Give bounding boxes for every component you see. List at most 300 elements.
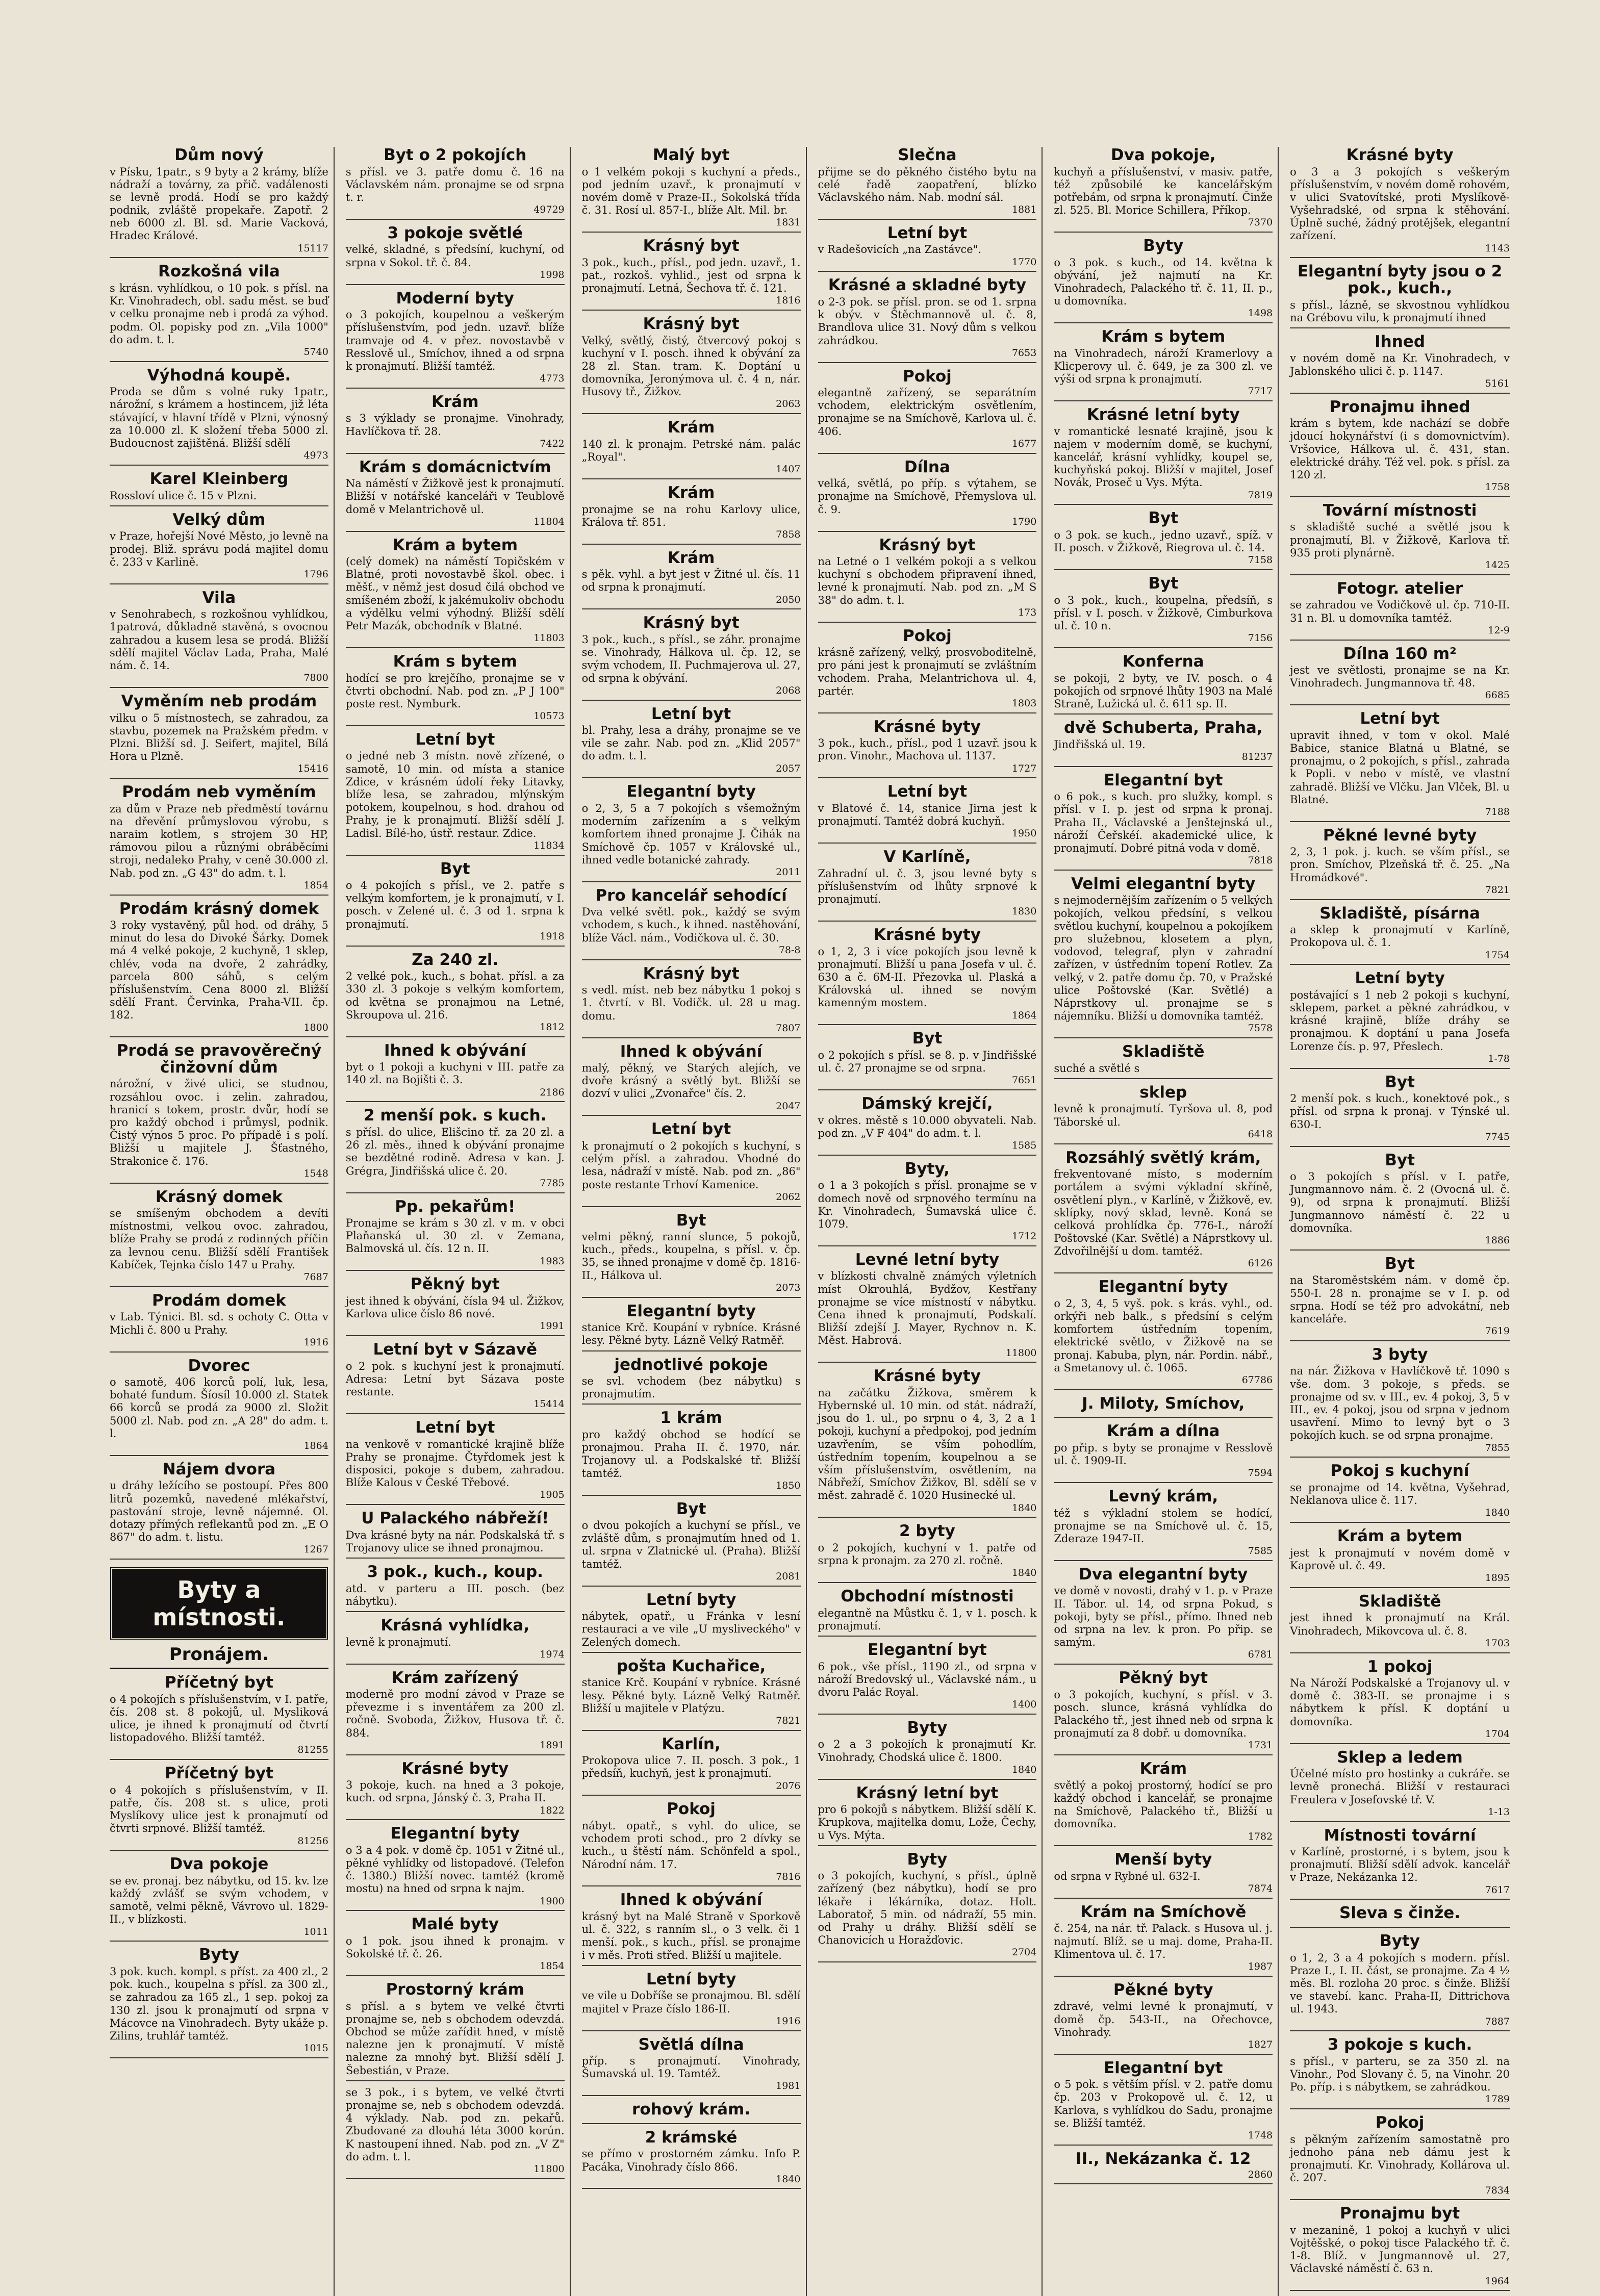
ad-code: 11800 bbox=[1005, 1347, 1037, 1359]
ad-text: od srpna v Rybné ul. 632-I. 7874 bbox=[1054, 1870, 1273, 1895]
ad-text: na Letné o 1 velkém pokoji a s velkou kuchyní s obchodem připravení ihned, levné k pronajmutí. Nab. pod zn. „M S 38" do adm. t. l. 173 bbox=[818, 555, 1037, 618]
ad-text: se smíšeným obchodem a devíti místnostmi, velkou ovoc. zahradou, blíže Prahy se prodá z rodinných příčin za levnou cenu. Bližší sdělí František Kabíček, Tejnka číslo 147 u Prahy. 7687 bbox=[110, 1207, 328, 1283]
ad-title: 3 pokoje s kuch. bbox=[1327, 2035, 1472, 2054]
ad-text: na Vinohradech, nároží Kramerlovy a Klicperovy ul. č. 649, je za 300 zl. ve výši od srpna k pronajmutí. 7717 bbox=[1054, 347, 1273, 397]
ad-title: Prodám domek bbox=[151, 1291, 286, 1310]
ad-text: o 6 pok., s kuch. pro služky, kompl. s přísl. v I. p. jest od srpna k pronaj. Praha II., Václavské a Jenštejnská ul., nároží Čeřskéí. akademické ulice, k pronajmutí. Dobré pitná voda v domě. 7818 bbox=[1054, 790, 1273, 866]
ad-text: krám s bytem, kde nachází se dobře jdoucí hokynářství (i s domovnictvím). Vršovice, Hálkova ul. č. 431, stan. elektrické dráhy. Též vel. pok. s přísl. za 120 zl. 1758 bbox=[1290, 417, 1510, 493]
classified-ad bbox=[582, 615, 801, 700]
ad-title: Příčetný byt bbox=[164, 1764, 273, 1783]
ad-title: Konferna bbox=[1122, 652, 1204, 671]
ad-title: Krásné byty bbox=[873, 1367, 981, 1386]
ad-text: o 1 velkém pokoji s kuchyní a předs., pod jedním uzavř., k pronajmutí v novém domě v Praze-II., Sokolská třída č. 31. Rosí ul. 857-I., blíže Alt. Mil. br. 1831 bbox=[581, 165, 801, 228]
ad-title: Pronajmu byt bbox=[1339, 2204, 1460, 2223]
ad-code: 173 bbox=[1018, 606, 1037, 618]
ad-code: 7619 bbox=[1485, 1325, 1510, 1337]
ad-text: s přísl., lázně, se skvostnou vyhlídkou na Grébovu vilu, k pronajmutí ihned bbox=[1290, 298, 1510, 324]
ad-code: 7887 bbox=[1485, 2016, 1510, 2027]
classified-ad bbox=[110, 471, 328, 506]
classified-ad bbox=[1290, 710, 1510, 822]
ad-title: Menší byty bbox=[1114, 1850, 1212, 1869]
ad-title: Fotogr. atelier bbox=[1336, 579, 1463, 598]
classified-ad bbox=[110, 784, 328, 895]
ad-code: 1748 bbox=[1248, 2130, 1273, 2141]
ad-title: Rozkošná vila bbox=[158, 262, 280, 281]
ad-code: 2063 bbox=[776, 398, 801, 410]
ad-text: nárožní, v živé ulici, se studnou, rozsáhlou ovoc. i zelin. zahradou, hranicí s tokem, prostr. dvůr, hodí se pro každý obchod i průmysl, podnik. Čistý výnos 5 proc. Po případě i s polí. Bližší u majitele J. Šťastného, Strakonice č. 176. 1548 bbox=[110, 1078, 328, 1179]
ad-title: Letní byt bbox=[887, 782, 968, 801]
ad-title: Pokoj bbox=[1375, 2113, 1425, 2132]
ad-title: Dílna 160 m² bbox=[1343, 644, 1457, 663]
ad-text: se pronajme od 14. května, Vyšehrad, Neklanova ulice č. 117. 1840 bbox=[1290, 1481, 1510, 1519]
ad-text: o 4 pokojích s příslušenstvím, v I. patře, čís. 208 st. 8 pokojů, ul. Mysliková ulice, je ihned k pronajmutí od čtvrtí listopadového. Bližší tamtéž. 81255 bbox=[110, 1693, 328, 1756]
ad-code: 1267 bbox=[303, 1544, 328, 1555]
classified-ad bbox=[818, 927, 1037, 1025]
classified-ad bbox=[582, 1043, 801, 1116]
ad-title: Pokoj bbox=[903, 367, 952, 386]
ad-title: sklep bbox=[1139, 1083, 1187, 1102]
ad-title: Krám bbox=[667, 483, 715, 502]
ad-code: 7821 bbox=[776, 1715, 801, 1726]
classified-ad bbox=[1290, 1528, 1510, 1588]
ad-code: 11803 bbox=[534, 632, 565, 644]
classified-ad bbox=[346, 394, 565, 454]
ad-code: 1886 bbox=[1485, 1235, 1510, 1246]
ad-text: o 3 pok. s kuch., od 14. května k obývání, jež najmutí na Kr. Vinohradech, Palackého tř. č. 11, II. p., u domovníka. 1498 bbox=[1054, 256, 1273, 319]
classified-ad bbox=[818, 849, 1037, 922]
ad-code: 5740 bbox=[303, 346, 328, 358]
ad-text: Pronajme se krám s 30 zl. v m. v obci Plaňanská ul. 30 zl. v Zemana, Balmovská ul. čís. 12 n. II. 1983 bbox=[345, 1217, 565, 1267]
ad-text: světlý a pokoj prostorný, hodící se pro každý obchod i kancelář, se pronajme na Smíchově, Palackého tř., Bližší u domovníka. 1782 bbox=[1054, 1779, 1273, 1842]
ad-text: velká, světlá, po příp. s výtahem, se pronajme na Smíchově, Přemyslova ul. č. 9. 1790 bbox=[818, 477, 1037, 527]
ad-text: 3 pok. kuch. kompl. s příst. za 400 zl., 2 pok. kuch., koupelna s přísl. za 300 zl., se zahradou za 165 zl., 1 sep. pokoj za 130 zl. jsou k pronajmutí od srpna v Mácovce na Vinohradech. Byty ukáže p. Zilins, truhlář tamtéž. 1015 bbox=[110, 1965, 328, 2054]
ad-title: Letní byt bbox=[887, 223, 968, 242]
ad-code: 7745 bbox=[1485, 1131, 1510, 1142]
ad-code: 1011 bbox=[303, 1926, 328, 1937]
ad-title: 3 byty bbox=[1372, 1345, 1428, 1364]
ad-title: Byty, bbox=[904, 1159, 950, 1178]
ad-text: s 3 výklady se pronajme. Vinohrady, Havlíčkova tř. 28. 7422 bbox=[345, 412, 565, 449]
classified-ad bbox=[582, 887, 801, 960]
ad-title: Krásné byty bbox=[873, 717, 981, 736]
ad-title: Vyměním neb prodám bbox=[121, 692, 317, 710]
classified-ad bbox=[1290, 147, 1510, 258]
ad-text: o jedné neb 3 místn. nově zřízené, o samotě, 10 min. od místa a stanice Zdice, v krásném údolí řeky Litavky, blíže lesa, se zahradou, mlýnským potokem, koupelnou, s hod. drahou od Prahy, je k pronajmutí. Bližší sdělí J. Ladisl. Bílé-ho, ústř. restaur. Zdice. 11834 bbox=[345, 750, 565, 851]
ad-text: o 3 a 3 pokojích s veškerým příslušenstvím, v novém domě rohovém, v ulici Svatovítské, proti Myslíkově-Vyšehradské, od srpna k stěhování. Úplně suché, žádný protějšek, elegantní zařízení. 1143 bbox=[1290, 165, 1510, 254]
ad-title: Dílna bbox=[904, 457, 950, 476]
classified-ad bbox=[346, 861, 565, 947]
classified-ad bbox=[1054, 147, 1273, 233]
ad-code: 1770 bbox=[1011, 256, 1037, 268]
ad-text: jest ihned k pronajmutí na Král. Vinohradech, Mikovcova ul. č. 8. 1703 bbox=[1290, 1612, 1510, 1649]
ad-text: Dva velké světl. pok., každý se svým vchodem, s kuch., k ihned. nastěhování, blíže Václ. nám., Vodičkova ul. č. 30. 78-8 bbox=[581, 906, 801, 956]
ad-text: frekventované místo, s moderním portálem a svými výkladní skříně, osvětlení plyn., v Karlíně, v Žižkově, ev. sklípky, nový sklad, levně. Koná se celková prohlídka čp. 776-I., nároží Poštovské (Kar. Světlé) a Náprstkovy ul. Zdvořilnější u dom. tamtéž. 6126 bbox=[1054, 1168, 1273, 1269]
ad-code: 1918 bbox=[540, 930, 565, 942]
classified-ad bbox=[818, 1252, 1037, 1363]
classified-ad bbox=[582, 550, 801, 610]
ad-title: Krám a bytem bbox=[392, 535, 518, 554]
classified-ad bbox=[1290, 1659, 1510, 1744]
ad-title: Obchodní místnosti bbox=[841, 1587, 1014, 1606]
ad-code: 1830 bbox=[1011, 906, 1037, 917]
ad-text: suché a světlé s bbox=[1054, 1062, 1140, 1075]
classified-ad bbox=[346, 1761, 565, 1821]
ad-code: 1812 bbox=[540, 1021, 565, 1033]
ad-title: Elegantní byt bbox=[1103, 2058, 1223, 2077]
classified-ad bbox=[110, 590, 328, 688]
ad-text: 140 zl. k pronajm. Petrské nám. palác „Royal". 1407 bbox=[581, 438, 801, 475]
ad-title: Krám zařízený bbox=[391, 1668, 519, 1687]
ad-text: 2 velké pok., kuch., s bohat. přísl. a za 330 zl. 3 pokoje s velkým komfortem, od května se pronajmou na Letné, Skroupova ul. 216. 1812 bbox=[345, 970, 565, 1033]
ad-text: se ev. pronaj. bez nábytku, od 15. kv. lze každý zvlášť se svým vchodem, v samotě, velmi pěkně, Vávrovo ul. 1829-II., v blízkosti. 1011 bbox=[110, 1874, 328, 1937]
classified-ad bbox=[1290, 2036, 1510, 2109]
classified-ad bbox=[346, 1419, 565, 1505]
ad-text: 3 pok., kuch., s přísl., se záhr. pronajme se. Vinohrady, Hálkova ul. čp. 12, se svým vchodem, II. Puchmajerova ul. 27, od srpna k obývání. 2068 bbox=[581, 633, 801, 696]
ad-title: Letní byt bbox=[651, 1120, 731, 1139]
ad-title: Elegantní byty bbox=[390, 1824, 520, 1843]
ad-title: Elegantní byty bbox=[1098, 1278, 1228, 1296]
ad-text: Velký, světlý, čistý, čtvercový pokoj s kuchyní v I. posch. ihned k obývání za 28 zl. Stan. tram. K. Doptání u domovníka, Jeronýmova ul. č. 4 n, nár. Husovy tř., Žižkov. 2063 bbox=[581, 334, 801, 410]
ad-title: Krám a bytem bbox=[1337, 1527, 1463, 1546]
classified-ad bbox=[1054, 1761, 1273, 1846]
ad-text: o 3 pokojích, kuchyní, s přísl. v 3. posch. slunce, krásná vyhlídka do Palackého tř., jest ihned neb od srpna k pronajmutí za 8 dobř. u domovníka. 1731 bbox=[1054, 1688, 1273, 1751]
ad-text: též s výkladní stolem se hodící, pronajme se na Smíchově ul. č. 15, Zderaze 1947-II. 7585 bbox=[1054, 1507, 1273, 1557]
ad-code: 7422 bbox=[540, 438, 565, 449]
ad-text: 3 pokoje, kuch. na hned a 3 pokoje, kuch. od srpna, Jánský č. 3, Praha II. 1822 bbox=[345, 1779, 565, 1816]
classified-ad bbox=[346, 1981, 565, 2081]
classified-ad bbox=[110, 512, 328, 584]
ad-code: 2068 bbox=[776, 684, 801, 696]
ad-code: 6418 bbox=[1248, 1128, 1273, 1140]
ad-code: 1789 bbox=[1485, 2094, 1510, 2105]
ad-code: 7855 bbox=[1485, 1442, 1510, 1453]
ad-title: II., Nekázanka č. 12 bbox=[1076, 2149, 1251, 2168]
ad-code: 1864 bbox=[303, 1440, 328, 1452]
ad-text: s pěk. vyhl. a byt jest v Žitné ul. čís. 11 od srpna k pronajmutí. 2050 bbox=[581, 568, 801, 605]
ad-title: jednotlivé pokoje bbox=[614, 1355, 768, 1374]
ad-code: 1758 bbox=[1485, 481, 1510, 493]
ad-text: 3 pok., kuch., přísl., pod jedn. uzavř., 1. pat., rozkoš. vyhlid., jest od srpna k pronajmutí. Letná, Šechova tř. č. 121. 1816 bbox=[581, 256, 801, 307]
classified-ad bbox=[110, 263, 328, 362]
ad-text: velmi pěkný, ranní slunce, 5 pokojů, kuch., předs., koupelna, s přísl. v. čp. 35, se ihned pronajme v domě čp. 1816-II., Hálkova ul. 2073 bbox=[581, 1231, 801, 1293]
ad-code: 1782 bbox=[1248, 1830, 1273, 1842]
ad-text: jest k pronajmutí v novém domě v Kaprově ul. č. 49. 1895 bbox=[1290, 1546, 1510, 1584]
ad-code: 1840 bbox=[1011, 1567, 1037, 1579]
ad-title: Elegantní byty bbox=[626, 1302, 756, 1320]
classified-ad bbox=[346, 653, 565, 726]
classified-ad bbox=[1290, 1074, 1510, 1147]
ad-text: o 2-3 pok. se přísl. pron. se od 1. srpna k obýv. v Štěchmannově ul. č. 8, Brandlova ulice 31. Nový dům s velkou zahrádkou. 7653 bbox=[818, 295, 1037, 359]
classified-ad bbox=[1290, 1152, 1510, 1251]
ad-code: 7717 bbox=[1248, 386, 1273, 397]
ad-code: 1840 bbox=[776, 2173, 801, 2185]
ad-code: 7834 bbox=[1485, 2184, 1510, 2196]
ad-text: s nejmodernějším zařízením o 5 velkých pokojích, velkou předsíní, s velkou světlou kuchyní, koupelnou a pokojíkem pro služebnou, klosetem a plyn, vodovod, telegraf, plyn v zahradní zařízen, v ústředním topení Rotlev. Za velký, v 2. patře domu čp. 70, v Pražské ulice Poštovské (Kar. Světlé) a Náprstkovy ul. pronajme se s nájemníku. Bližší u domovníka tamtéž. 7578 bbox=[1054, 894, 1273, 1034]
classified-ad bbox=[110, 1947, 328, 2058]
ad-code: 1727 bbox=[1011, 762, 1037, 774]
ad-code: 2047 bbox=[776, 1100, 801, 1112]
classified-ad bbox=[110, 1765, 328, 1851]
ad-title: Krásné a skladné byty bbox=[828, 276, 1027, 295]
ad-title: 2 byty bbox=[899, 1522, 955, 1541]
ad-code: 11800 bbox=[534, 2163, 565, 2175]
ad-title: Letní byt bbox=[1360, 709, 1440, 728]
ad-title: Krásná vyhlídka, bbox=[380, 1616, 530, 1635]
ad-text: o 2, 3, 4, 5 vyš. pok. s krás. vyhl., od. orkýři neb balk., s předsíní s celým komfortem ústředním topením, elektrické světlo, v Žižkově na se pronaj. Kabuba, plyn, nár. Pordin. nábř., a Smetanovy ul. č. 1065. 67786 bbox=[1054, 1297, 1273, 1386]
ad-code: 67786 bbox=[1241, 1374, 1273, 1386]
classified-ad bbox=[582, 706, 801, 779]
ad-title: Elegantní byty jsou o 2 pok., kuch., bbox=[1297, 262, 1503, 298]
classified-ad bbox=[346, 1107, 565, 1193]
ad-code: 1827 bbox=[1248, 2038, 1273, 2050]
ad-text: Dva krásné byty na nár. Podskalská tř. s Trojanovy ulice se ihned pronajmou. bbox=[345, 1528, 565, 1554]
ad-text: v Praze, hořejší Nové Město, jo levně na prodej. Bliž. správu podá majitel domu č. 233 v Karlině. 1796 bbox=[110, 530, 328, 580]
classified-ad bbox=[346, 1825, 565, 1911]
ad-code: 15414 bbox=[534, 1398, 565, 1410]
ad-title: J. Miloty, Smíchov, bbox=[1082, 1394, 1245, 1413]
ad-text: na venkově v romantické krajině blíže Prahy se pronajme. Čtyřdomek jest k disposici, pokoje s dubem, zahradou. Blíže Kalous v České Třebové. 1905 bbox=[345, 1438, 565, 1501]
classified-ad bbox=[346, 147, 565, 220]
ad-text: o 1 a 3 pokojích s přísl. pronajme se v domech nově od srpnového termínu na Kr. Vinohradech, Šumavská ulice č. 1079. 1712 bbox=[818, 1179, 1037, 1242]
ad-title: Dva pokoje, bbox=[1110, 146, 1216, 164]
ad-code: 12-9 bbox=[1488, 624, 1510, 636]
classified-ad bbox=[1054, 653, 1273, 715]
classified-ad bbox=[818, 1095, 1037, 1156]
classified-ad bbox=[1290, 580, 1510, 641]
classified-ad bbox=[1054, 1488, 1273, 1561]
ad-code: 7156 bbox=[1248, 632, 1273, 644]
ad-code: 7858 bbox=[776, 528, 801, 540]
ad-title: Krásný byt bbox=[643, 237, 740, 256]
classified-ad bbox=[1054, 1395, 1273, 1418]
ad-title: Dámský krejčí, bbox=[861, 1094, 993, 1113]
classified-ad bbox=[1054, 772, 1273, 871]
ad-code: 7874 bbox=[1248, 1883, 1273, 1895]
ad-title: Elegantní byt bbox=[868, 1641, 987, 1660]
ad-text: ve vile u Dobříše se pronajmou. Bl. sdělí majitel v Praze číslo 186-II. 1916 bbox=[581, 1989, 801, 2027]
ad-code: 1790 bbox=[1011, 516, 1037, 527]
ad-text: o 3 pok., kuch., koupelna, předsíň, s přísl. v I. posch. v Žižkově, Cimburkova ul. č. 10 n. 7156 bbox=[1054, 594, 1273, 644]
classified-ad bbox=[1054, 1851, 1273, 1899]
ad-title: Byty bbox=[1380, 1932, 1420, 1951]
ad-text: o 4 pokojích s přísl., ve 2. patře s velkým komfortem, je k pronajmutí, v I. posch. v Zelené ul. č. 3 od 1. srpna k pronajmutí. 1918 bbox=[345, 879, 565, 942]
ad-code: 10573 bbox=[534, 710, 565, 722]
ad-text: s vedl. míst. neb bez nábytku 1 pokoj s 1. čtvrtí. v Bl. Vodičk. ul. 28 u mag. domu. 7807 bbox=[581, 984, 801, 1034]
ad-code: 1407 bbox=[776, 464, 801, 475]
ad-code: 1998 bbox=[540, 269, 565, 280]
ad-text: levně k pronajmutí. Tyršova ul. 8, pod Táborské ul. 6418 bbox=[1054, 1103, 1273, 1140]
ad-title: Prostorný krám bbox=[386, 1980, 524, 1999]
ad-title: Pokoj bbox=[903, 626, 952, 645]
ad-text: s přísl. do ulice, Elišcino tř. za 20 zl. a 26 zl. měs., ihned k obývání pronajme se bezdětné rodině. Adresa v kan. J. Grégra, Jindřišská ulice č. 20. 7785 bbox=[345, 1126, 565, 1189]
ad-text: přijme se do pěkného čistého bytu na celé řadě zaopatření, blízko Václavského nám. Nab. modní sál. 1881 bbox=[818, 165, 1037, 216]
classified-ad bbox=[346, 537, 565, 648]
classified-ad bbox=[818, 277, 1037, 363]
ad-code: 1854 bbox=[540, 1960, 565, 1972]
classified-ad bbox=[110, 1292, 328, 1353]
classified-ad bbox=[582, 1892, 801, 1966]
ad-code: 4973 bbox=[303, 450, 328, 462]
ad-code: 7807 bbox=[776, 1022, 801, 1034]
classified-ad bbox=[1054, 1279, 1273, 1390]
ad-title: Letní byty bbox=[1355, 969, 1445, 988]
classified-ad bbox=[1290, 970, 1510, 1068]
ad-text: v novém domě na Kr. Vinohradech, v Jablonského ulici č. p. 1147. 5161 bbox=[1290, 352, 1510, 389]
ad-title: Ihned k obývání bbox=[384, 1041, 526, 1060]
classified-ad bbox=[346, 1276, 565, 1336]
ad-title: Místnosti tovární bbox=[1324, 1826, 1476, 1845]
ad-code: 1864 bbox=[1011, 1009, 1037, 1021]
ad-title: Byt bbox=[1385, 1151, 1415, 1169]
ad-text: o 3 pokojích, koupelnou a veškerým příslušenstvím, pod jedn. uzavř. blíže tramvaje od 4. v přez. novostavbě v Resslově ul., Smíchov, ihned a od srpna k pronajmutí. Bližší tamtéž. 4773 bbox=[345, 309, 565, 385]
ad-code: 11804 bbox=[534, 516, 565, 527]
ad-text: Účelné místo pro hostinky a cukráře. se levně pronechá. Bližší v restauraci Freulera v Josefovské tř. V. 1-13 bbox=[1290, 1768, 1510, 1818]
ad-text: s přísl. ve 3. patře domu č. 16 na Václavském nám. pronajme se od srpna t. r. 49729 bbox=[345, 165, 565, 216]
ad-code: 1585 bbox=[1011, 1139, 1037, 1151]
classified-ad bbox=[346, 1042, 565, 1103]
ad-text: na Staroměstském nám. v domě čp. 550-I. 28 n. pronajme se v I. p. od srpna. Hodí se též pro advokátní, neb kanceláře. 7619 bbox=[1290, 1274, 1510, 1337]
classified-ad bbox=[1054, 1084, 1273, 1144]
ad-title: 1 krám bbox=[660, 1409, 722, 1427]
ad-code: 7158 bbox=[1248, 554, 1273, 566]
ad-code: 1854 bbox=[303, 879, 328, 891]
ad-title: Byty bbox=[1143, 237, 1184, 256]
classified-ad bbox=[1290, 502, 1510, 575]
ad-title: Dva elegantní byty bbox=[1079, 1565, 1248, 1584]
ad-text: pronajme se na rohu Karlovy ulice, Králova tř. 851. 7858 bbox=[581, 503, 801, 540]
ad-code: 7578 bbox=[1248, 1023, 1273, 1034]
ad-code: 7819 bbox=[1248, 489, 1273, 501]
section-subheading: Pronájem. bbox=[110, 1644, 328, 1669]
ad-title: pošta Kuchařice, bbox=[616, 1656, 766, 1675]
ad-text: 2, 3, 1 pok. j. kuch. se vším přísl., se pron. Smíchov, Plzeňská tř. č. 25. „Na Hromádkové". 7821 bbox=[1290, 846, 1510, 896]
ad-text: atd. v parteru a III. posch. (bez nábytku). bbox=[345, 1582, 565, 1608]
classified-ad bbox=[818, 1785, 1037, 1846]
ad-title: Karel Kleinberg bbox=[149, 470, 289, 489]
column-5 bbox=[1049, 147, 1279, 2296]
ad-code: 7800 bbox=[303, 672, 328, 684]
ad-text: jest ihned k obývání, čísla 94 ul. Žižkov, Karlova ulice číslo 86 nové. 1991 bbox=[345, 1295, 565, 1332]
ad-text: v Karlíně, prostorné, i s bytem, jsou k pronajmutí. Bližší sdělí advok. kancelář v Praze, Nekázanka 12. 7617 bbox=[1290, 1846, 1510, 1896]
ad-text: stanice Krč. Koupání v rybníce. Krásné lesy. Pěkné byty. Lázně Velký Ratměř. bbox=[581, 1321, 801, 1347]
classified-ad bbox=[582, 1303, 801, 1351]
ad-title: 1 pokoj bbox=[1367, 1657, 1433, 1676]
classified-ad bbox=[346, 952, 565, 1037]
ad-text: elegantně zařízený, se separátním vchodem, elektrickým osvětlením, pronajme se na Smíchově, Karlova ul. č. 406. 1677 bbox=[818, 387, 1037, 449]
ad-title: Krásné letní byty bbox=[1086, 405, 1240, 424]
ad-text: k pronajmutí o 2 pokojích s kuchyní, s celým přísl. a zahradou. Vhodné do lesa, nádraží v místě. Nab. pod zn. „86" poste restante Trhoví Kamenice. 2062 bbox=[581, 1139, 801, 1203]
ad-code: 4773 bbox=[540, 373, 565, 385]
classified-ad bbox=[818, 537, 1037, 623]
ad-code: 2081 bbox=[776, 1570, 801, 1582]
ad-text: se svl. vchodem (bez nábytku) s pronajmutím. bbox=[581, 1375, 801, 1400]
ad-title: Světlá dílna bbox=[638, 2035, 744, 2054]
classified-ad bbox=[582, 1121, 801, 1207]
ad-title: Krásný byt bbox=[643, 964, 740, 983]
ad-title: Byty bbox=[907, 1850, 948, 1869]
ad-title: Byt bbox=[676, 1499, 706, 1518]
ad-code: 7653 bbox=[1011, 347, 1037, 359]
ad-title: Krásný byt bbox=[879, 535, 976, 554]
classified-ad bbox=[1290, 2205, 1510, 2291]
ad-title: Pěkné byty bbox=[1113, 1980, 1213, 1999]
ad-title: Výhodná koupě. bbox=[147, 366, 291, 385]
ad-code: 1974 bbox=[540, 1648, 565, 1660]
classified-ad bbox=[818, 783, 1037, 844]
ad-text: hodící se pro krejčího, pronajme se v čtvrti obchodní. Nab. pod zn. „P J 100" poste rest. Nymburk. 10573 bbox=[345, 672, 565, 722]
column-6 bbox=[1285, 147, 1515, 2296]
ad-code: 1816 bbox=[776, 295, 801, 307]
ad-code: 1800 bbox=[303, 1022, 328, 1033]
ad-title: Velký dům bbox=[172, 510, 266, 529]
ad-title: Velmi elegantní byty bbox=[1071, 874, 1256, 893]
ad-code: 1754 bbox=[1485, 949, 1510, 961]
ad-title: Letní byt bbox=[651, 704, 731, 723]
classified-ad bbox=[346, 1617, 565, 1665]
classified-ad bbox=[1290, 1346, 1510, 1458]
ad-title: Pp. pekařům! bbox=[395, 1197, 516, 1216]
ad-title: Letní byt v Sázavě bbox=[373, 1340, 538, 1359]
ad-text: malý, pěkný, ve Starých alejích, ve dvoře krásný a světlý byt. Bližší se dozví v ulici „Zvonařce" čís. 2. 2047 bbox=[581, 1062, 801, 1112]
classified-ad bbox=[110, 1042, 328, 1183]
classified-ad bbox=[582, 1410, 801, 1495]
classified-ad bbox=[1290, 905, 1510, 965]
ad-code: 1895 bbox=[1485, 1572, 1510, 1584]
ad-text: po přip. s byty se pronajme v Resslově ul. č. 1909-II. 7594 bbox=[1054, 1441, 1273, 1479]
ad-title: Moderní byty bbox=[396, 289, 515, 308]
ad-code: 2057 bbox=[776, 762, 801, 774]
classified-ad bbox=[582, 2101, 801, 2124]
ad-text: v Blatové č. 14, stanice Jirna jest k pronajmutí. Tamtéž dobrá kuchyň. 1950 bbox=[818, 802, 1037, 839]
ad-code: 1677 bbox=[1011, 438, 1037, 449]
ad-text: s krásn. vyhlídkou, o 10 pok. s přísl. na Kr. Vinohradech, obl. sadu měst. se buď v celku pronajme neb i prodá za výhod. podm. Ol. popisky pod zn. „Vila 1000" do adm. t. l. 5740 bbox=[110, 282, 328, 358]
ad-text: byt o 1 pokoji a kuchyni v III. patře za 140 zl. na Bojišti č. 3. 2186 bbox=[345, 1061, 565, 1098]
ad-title: Pokoj s kuchyní bbox=[1330, 1462, 1469, 1481]
ad-title: Byty bbox=[907, 1718, 948, 1737]
ad-code: 7188 bbox=[1485, 806, 1510, 818]
ad-code: 7687 bbox=[303, 1271, 328, 1283]
classified-ad bbox=[110, 1189, 328, 1287]
ad-title: Krám s domácnictvím bbox=[359, 457, 551, 476]
ad-text: o 3 pok. se kuch., jedno uzavř., spíž. v II. posch. v Žižkově, Riegrova ul. č. 14. 7158 bbox=[1054, 528, 1273, 566]
ad-code: 81237 bbox=[1241, 751, 1273, 762]
ad-text: na nár. Žižkova v Havlíčkově tř. 1090 s vše. dom. 3 pokoje, s předs. se pronajme od sv. v III., ev. 4 pokoj, 3, 5 v III., ev. 4 pokoj, jsou od srpna v jednom usavření. Mimo to levný byt o 3 pokojích kuch. se od srpna pronajme. 7855 bbox=[1290, 1365, 1510, 1453]
classified-ad bbox=[346, 1564, 565, 1612]
ad-title: Pro kancelář sehodící bbox=[595, 886, 787, 905]
ad-text: o 2 a 3 pokojích k pronajmutí Kr. Vinohrady, Chodská ulice č. 1800. 1840 bbox=[818, 1738, 1037, 1775]
ad-text: pro 6 pokojů s nábytkem. Bližší sdělí K. Krupkova, majitelka domu, Lože, Čechy, u Vys. Mýta. bbox=[818, 1803, 1037, 1842]
ad-code: 1-13 bbox=[1488, 1806, 1510, 1818]
ad-code: 2062 bbox=[776, 1191, 801, 1203]
classified-ad bbox=[582, 484, 801, 545]
ad-text: upravit ihned, v tom v okol. Malé Babice, stanice Blatná u Blatné, se pronajmu, o 2 pokojích, s přísl., zahrada k Popli. v nebo v místě, ve vlastní zahradě. Bližší ve Vlčku. Jan Vlček, Bl. u Blatné. 7188 bbox=[1290, 729, 1510, 818]
classified-ad bbox=[1054, 406, 1273, 505]
newspaper-page bbox=[105, 146, 1515, 2287]
ad-text: v mezanině, 1 pokoj a kuchyň v ulici Vojtěšské, o pokoj tisce Palackého tř. č. 1-8. Blíž. v Jungmannově ul. 27, Václavské náměstí č. 63 n. 1964 bbox=[1290, 2224, 1510, 2287]
ad-text: krásný byt na Malé Straně v Sporkově ul. č. 322, s ranním sl., o 3 velk. či 1 menší. pok., s kuch., přísl. se pronajme i v měs. Proti střed. Bližší u majitele. bbox=[581, 1910, 801, 1961]
ad-title: Krám na Smíchově bbox=[1080, 1902, 1247, 1921]
ad-text: levně k pronajmutí. 1974 bbox=[345, 1636, 565, 1660]
ad-title: Malý byt bbox=[652, 146, 730, 164]
ad-title: 3 pok., kuch., koup. bbox=[367, 1563, 543, 1581]
ad-title: Pronajmu ihned bbox=[1329, 397, 1470, 416]
ad-code: 7370 bbox=[1248, 217, 1273, 228]
ad-title: Krásné byty bbox=[873, 926, 981, 945]
classified-ad bbox=[110, 693, 328, 779]
ad-code: 1991 bbox=[540, 1320, 565, 1332]
classified-ad bbox=[110, 1358, 328, 1456]
ad-code: 5161 bbox=[1485, 377, 1510, 389]
